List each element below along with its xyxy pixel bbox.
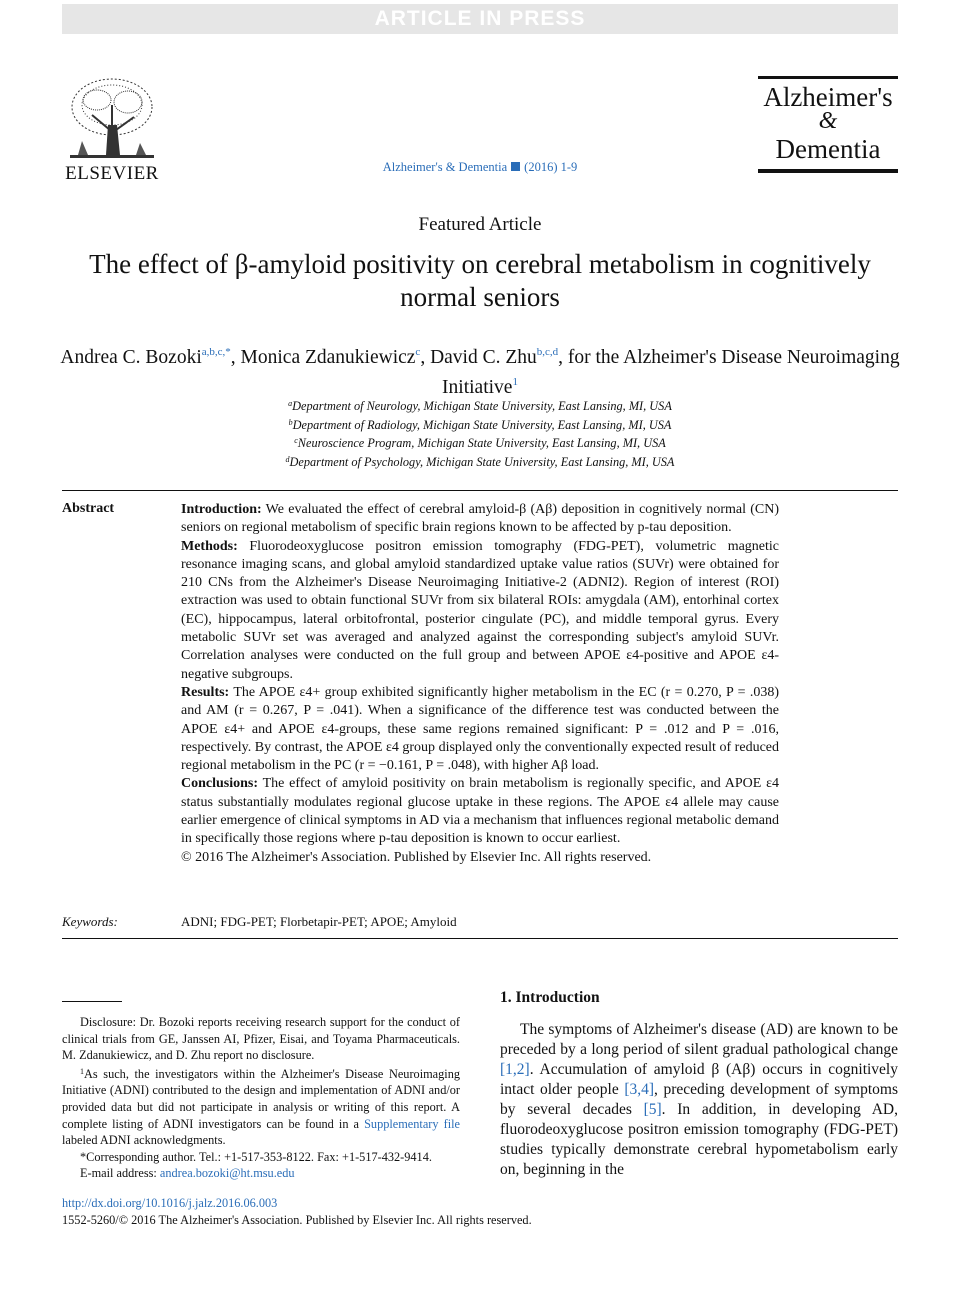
journal-reference[interactable] (300, 160, 660, 175)
elsevier-tree-icon (62, 75, 162, 163)
author-group: for the Alzheimer's Disease Neuroimaging Initiative (442, 347, 900, 398)
affiliation-mark: a (288, 399, 293, 408)
affiliation-list (200, 396, 760, 470)
email-link[interactable]: andrea.bozoki@ht.msu.edu (159, 1166, 295, 1181)
abstract-section-head: Results: (181, 684, 230, 700)
disclosure-note: Disclosure: Dr. Bozoki reports receiving research support for the conduct of clinical trials from GE, Janssen AI, Pfizer, Eisai, and Toyama Pharmaceuticals. M. Zdanukiewicz, and D. Zhu report no disclosure. (62, 1015, 460, 1063)
journal-logo (758, 76, 898, 176)
logo-ampersand: & (818, 108, 838, 134)
intro-paragraph (500, 1020, 898, 1180)
abstract-copyright: © 2016 The Alzheimer's Association. Published by Elsevier Inc. All rights reserved. (181, 849, 652, 865)
intro-text: The symptoms of Alzheimer's disease (AD) are known to be preceded by a long period of silent gradual pathological change (500, 1021, 898, 1058)
logo-line-3: Dementia (775, 134, 881, 164)
intro-text: . Accumulation of amyloid β (Aβ) occurs in cognitively intact older people (500, 1061, 898, 1098)
affiliation-mark: c (294, 436, 298, 445)
affiliation-text: Department of Neurology, Michigan State University, East Lansing, MI, USA (292, 399, 672, 413)
doi-link[interactable]: http://dx.doi.org/10.1016/j.jalz.2016.06.003 (62, 1196, 278, 1210)
citation-link[interactable]: [3,4] (624, 1081, 655, 1098)
adni-note-tail: labeled ADNI acknowledgments. (62, 1133, 226, 1148)
adni-note-text: As such, the investigators within the Alzheimer's Disease Neuroimaging Initiative (ADNI) contributed to the design and implementation of ADNI and/or provided data but did not participate in analysis or writing of this report. A complete listing of ADNI investigators can be found in a (62, 1066, 460, 1131)
supplementary-link[interactable]: Supplementary file (364, 1116, 460, 1131)
citation-link[interactable]: [5] (643, 1101, 662, 1118)
affiliation-text: Department of Radiology, Michigan State University, East Lansing, MI, USA (292, 417, 672, 432)
author-affil-link[interactable]: c (415, 346, 421, 358)
logo-line-1: Alzheimer's (763, 82, 893, 112)
footnotes (62, 1014, 460, 1182)
affiliation-text: Department of Psychology, Michigan State University, East Lansing, MI, USA (289, 454, 675, 469)
abstract-section-head: Methods: (181, 538, 238, 554)
keywords-text: ADNI; FDG-PET; Florbetapir-PET; APOE; Amyloid (181, 914, 457, 929)
abstract-section-text: The effect of amyloid positivity on brain metabolism is regionally specific, and APOE ε4 status substantially modulates regional glucose uptake in these regions. The APOE ε4 allele may cause earlier emergence of clinical symptoms in AD via a mechanism that influences regional metabolic demand in specifically those regions where p-tau deposition is known to occur earliest. (181, 776, 780, 847)
article-in-press-banner: ARTICLE IN PRESS (62, 4, 898, 34)
author-affil-link[interactable]: b,c,d (536, 346, 559, 358)
affiliation-item (200, 415, 760, 434)
affiliation-item (200, 396, 760, 415)
affiliation-mark: b (288, 417, 293, 427)
issn-copyright: 1552-5260/© 2016 The Alzheimer's Association. Published by Elsevier Inc. All rights reserved. (62, 1213, 532, 1227)
logo-rule-top (758, 76, 898, 79)
abstract-section (181, 538, 779, 684)
adni-note (62, 1064, 460, 1149)
journal-name[interactable]: Alzheimer's & Dementia (382, 160, 508, 174)
abstract-section-head: Introduction: (181, 502, 262, 517)
abstract-section-text: The APOE ε4+ group exhibited significantly higher metabolism in the EC (r = 0.270, P = .038) and AM (r = 0.267, P = .041). When a significance of the difference test was conducted between the APOE ε4+ and APOE ε4-groups, these same regions remained significant: P = .012 and P = .016, respectively. By contrast, the APOE ε4 group displayed only the conventionally expected result of reduced regional metabolism in the PC (r = −0.161, P = .048), with higher Aβ load. (181, 684, 780, 774)
footnote-rule (62, 1001, 122, 1002)
abstract-section-text: We evaluated the effect of cerebral amyloid-β (Aβ) deposition in cognitively normal (CN) seniors on regional metabolism of specific brain regions known to be affected by p-tau deposition. (181, 502, 779, 536)
footnote-mark: 1 (80, 1066, 84, 1076)
author-name: Monica Zdanukiewicz (240, 347, 416, 368)
author-affil-link[interactable]: 1 (512, 376, 518, 388)
abstract-label: Abstract (62, 501, 115, 516)
article-type: Featured Article (418, 214, 542, 235)
keywords-label: Keywords: (62, 914, 118, 929)
intro-text: , preceding development of symptoms by several decades (500, 1081, 899, 1118)
author-name: Andrea C. Bozoki (60, 347, 202, 368)
affiliation-item (200, 433, 760, 452)
affiliation-item (200, 452, 760, 471)
author-list: Andrea C. Bozoki$^{a,b,c,*}$, Monica Zdanukiewicz$^c$, David C. Zhu$^{b,c,d}$, for the Alzheimer's Disease Neuroimaging Initiative$^1$ (60, 346, 900, 398)
divider (62, 490, 898, 491)
citation-link[interactable]: [1,2] (500, 1061, 530, 1078)
abstract-section (181, 501, 779, 538)
author-name: David C. Zhu (430, 347, 537, 368)
logo-rule-bottom (758, 169, 898, 173)
divider (62, 938, 898, 939)
abstract-section-text: Fluorodeoxyglucose positron emission tomography (FDG-PET), volumetric magnetic resonance imaging scans, and global amyloid standardized uptake value ratios (SUVr) were obtained for 210 CNs from the Alzheimer's Disease Neuroimaging Initiative-2 (ADNI2). Region of interest (ROI) extraction was used to obtain functional SUVr from six bilateral ROIs: amygdala (AM), entorhinal cortex (EC), hippocampus, lateral orbitofrontal, posterior cingulate (PC), and middle temporal gyrus. Every metabolic SUVr set was averaged and analyzed against the corresponding subject's amyloid SUVr. Correlation analyses were conducted on the full group and between APOE ε4-positive and APOE ε4-negative subgroups. (181, 538, 780, 682)
elsevier-wordmark: ELSEVIER (65, 163, 159, 184)
intro-text: . In addition, in developing AD, fluorodeoxyglucose positron emission tomography (FDG-PET) studies typically demonstrate cerebral hypometabolism early on, beginning in the (500, 1101, 898, 1178)
author-affil-link[interactable]: a,b,c,* (201, 346, 231, 358)
article-title: The effect of β-amyloid positivity on cerebral metabolism in cognitively normal seniors (89, 249, 871, 312)
elsevier-logo (62, 75, 162, 185)
abstract-section (181, 684, 779, 775)
abstract-section-head: Conclusions: (181, 776, 259, 792)
section-heading: 1. Introduction (500, 989, 600, 1006)
abstract-body (181, 501, 779, 867)
corresponding-author: *Corresponding author. Tel.: +1-517-353-8122. Fax: +1-517-432-9414. (80, 1149, 432, 1164)
affiliation-mark: d (285, 454, 290, 464)
email-line (62, 1165, 460, 1182)
square-icon (511, 162, 520, 171)
email-label: E-mail address: (80, 1166, 157, 1181)
affiliation-text: Neuroscience Program, Michigan State University, East Lansing, MI, USA (297, 436, 666, 450)
abstract-section (181, 775, 779, 848)
journal-issue: (2016) 1-9 (524, 160, 578, 174)
